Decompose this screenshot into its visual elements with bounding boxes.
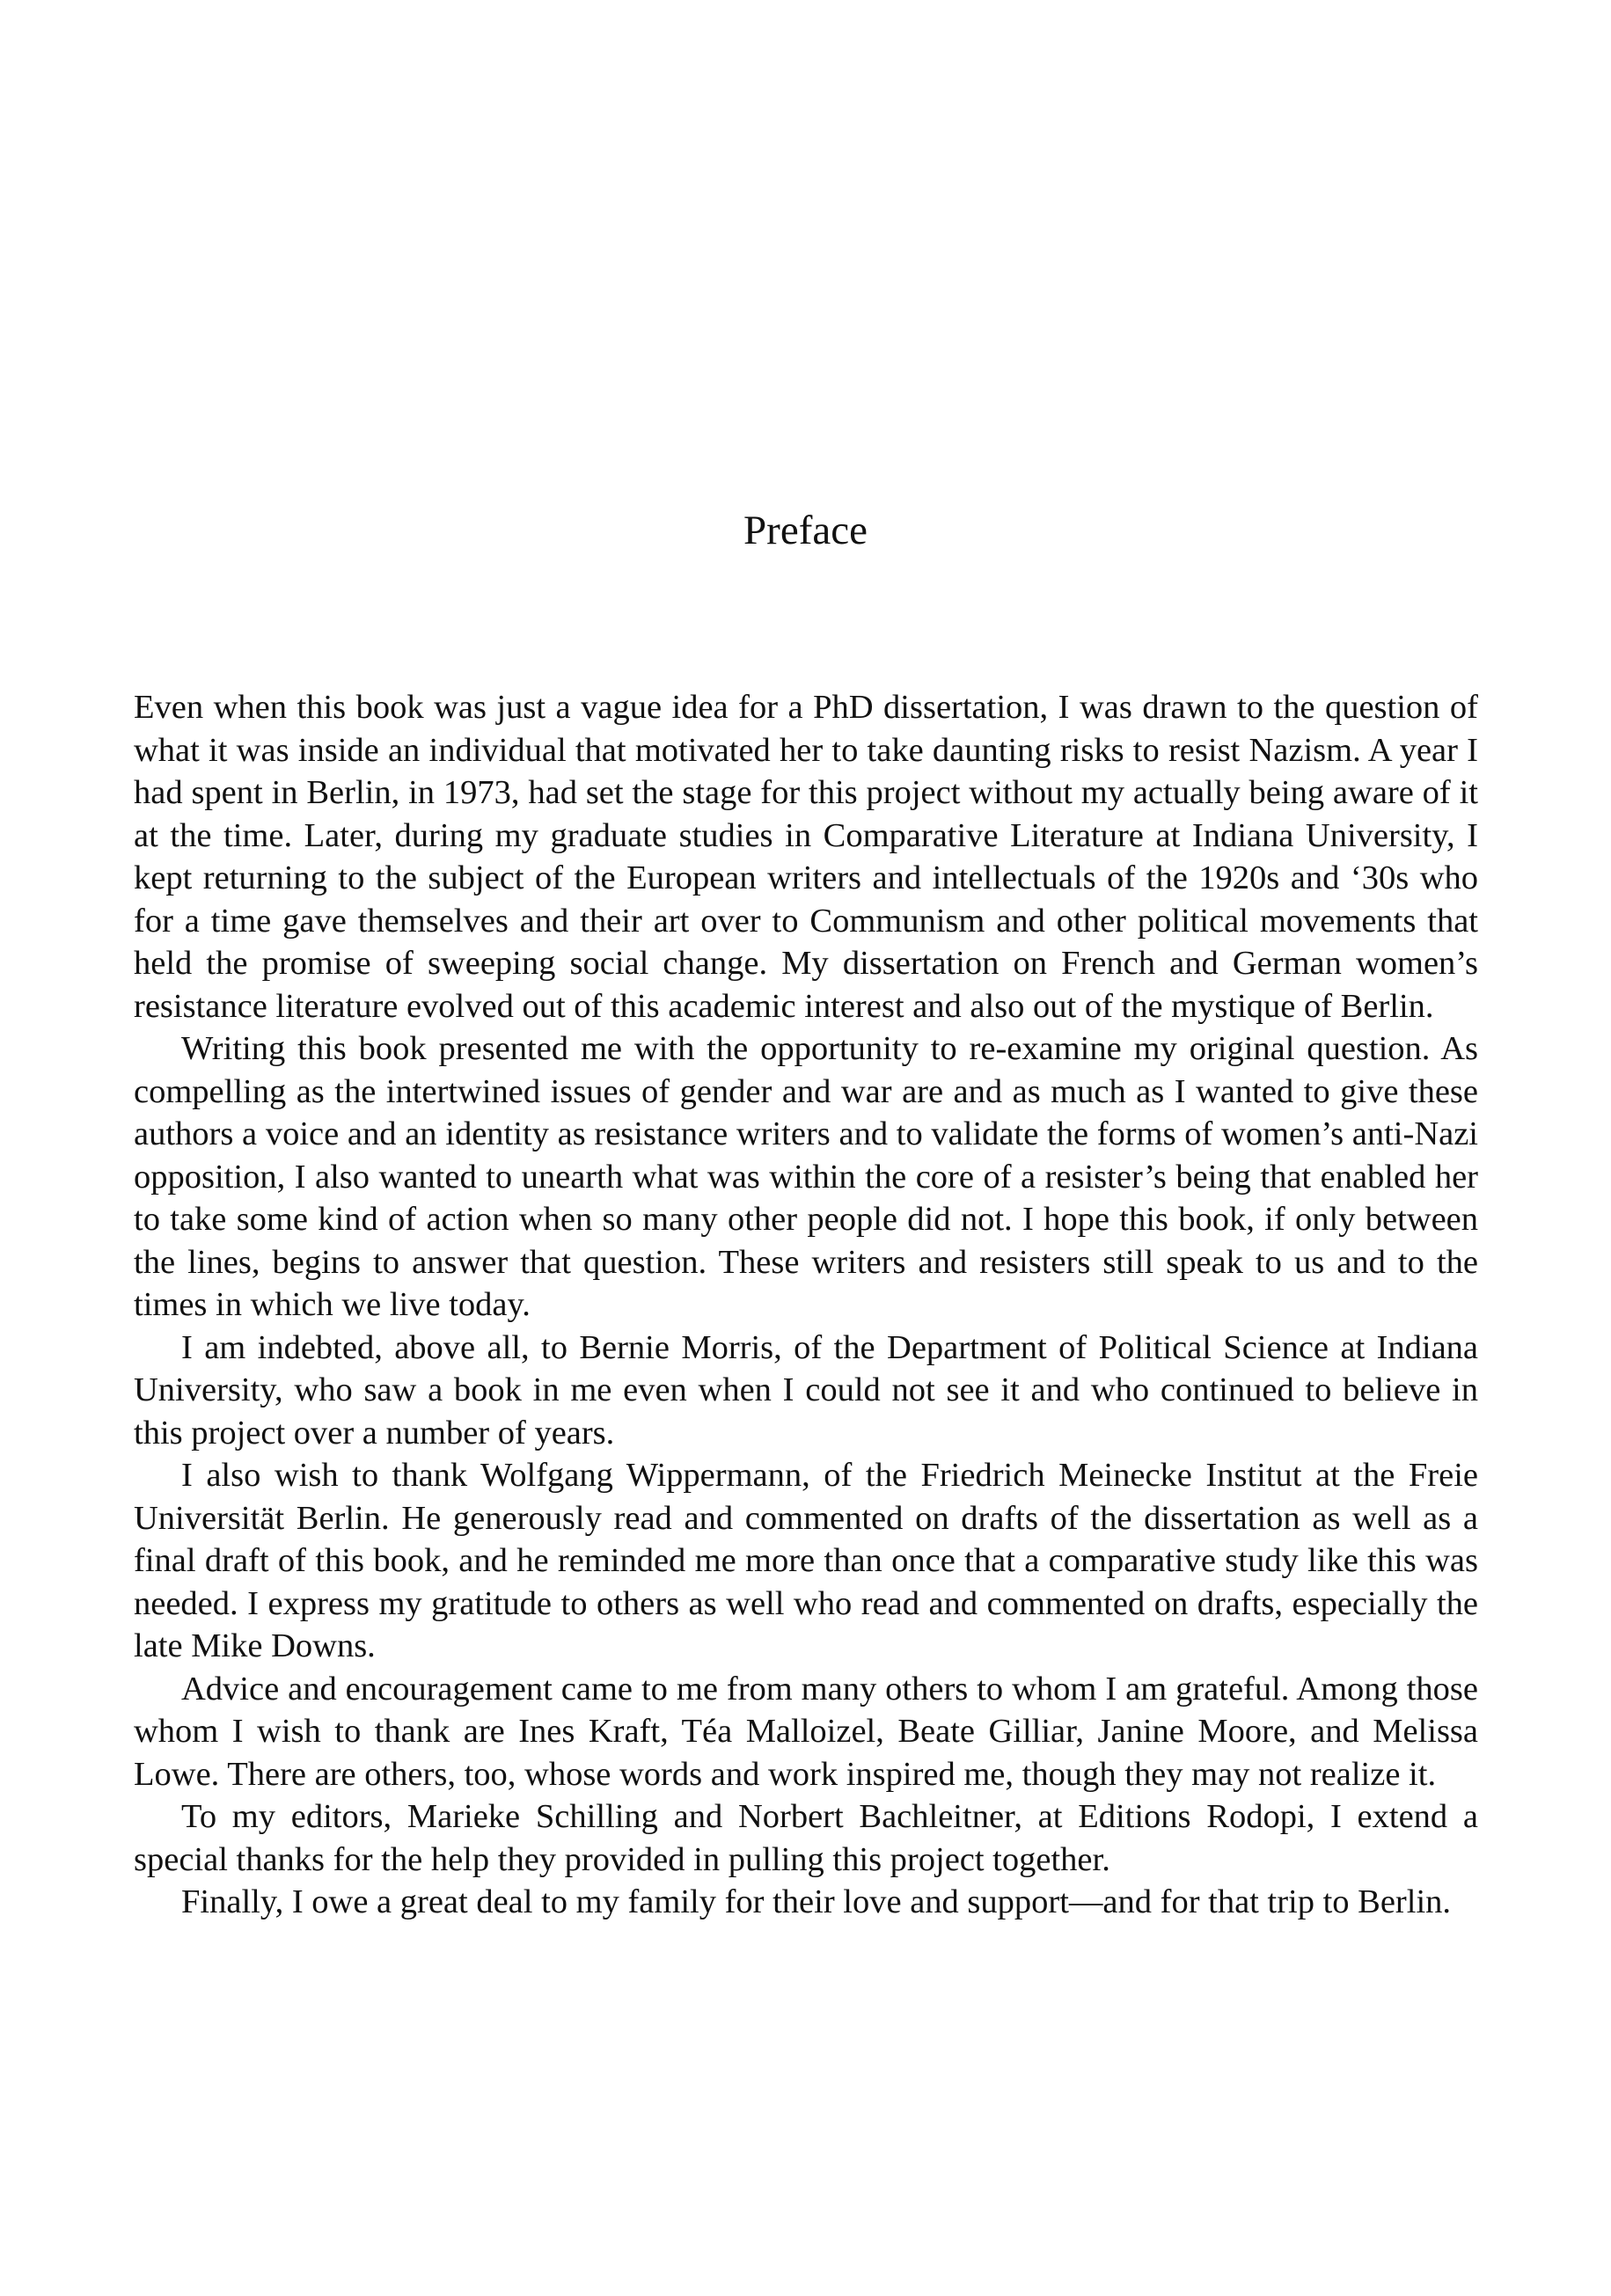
paragraph: I am indebted, above all, to Bernie Morris, of the Department of Political Science at Indiana University, who saw a book in me even when I could not see it and who continued to believe in this project over a number of years.: [134, 1328, 1478, 1451]
page-title: Preface: [743, 508, 868, 553]
paragraph: Advice and encouragement came to me from many others to whom I am grateful. Among those whom I wish to thank are Ines Kraft, Téa Malloizel, Beate Gilliar, Janine Moore, and Melissa Lowe. There are others, too, whose words and work inspired me, though they may not realize it.: [134, 1670, 1478, 1793]
paragraph: I also wish to thank Wolfgang Wippermann, of the Friedrich Meinecke Institut at the Freie Universität Berlin. He generously read and commented on drafts of the dissertation as well as a final draft of this book, and he reminded me more than once that a comparative study like this was needed. I express my gratitude to others as well who read and commented on drafts, especially the late Mike Downs.: [134, 1457, 1478, 1664]
paragraph: Finally, I owe a great deal to my family for their love and support—and for that trip to Berlin.: [181, 1883, 1452, 1920]
paragraph: Writing this book presented me with the opportunity to re-examine my original question. As compelling as the intertwined issues of gender and war are and as much as I wanted to give these authors a voice and an identity as resistance writers and to validate the forms of women’s anti-Nazi opposition, I also wanted to unearth what was within the core of a resister’s being that enabled her to take some kind of action when so many other people did not. I hope this book, if only between the lines, begins to answer that question. These writers and resisters still speak to us and to the times in which we live today.: [134, 1030, 1478, 1323]
paragraph: Even when this book was just a vague idea for a PhD dissertation, I was drawn to the question of what it was inside an individual that motivated her to take daunting risks to resist Nazism. A year I had spent in Berlin, in 1973, had set the stage for this project without my actually being aware of it at the time. Later, during my graduate studies in Comparative Literature at Indiana University, I kept returning to the subject of the European writers and intellectuals of the 1920s and ‘30s who for a time gave themselves and their art over to Communism and other political movements that held the promise of sweeping social change. My dissertation on French and German women’s resistance literature evolved out of this academic interest and also out of the mystique of Berlin.: [134, 689, 1478, 1025]
preface-body: [134, 686, 1478, 1924]
paragraph: To my editors, Marieke Schilling and Norbert Bachleitner, at Editions Rodopi, I extend a special thanks for the help they provided in pulling this project together.: [134, 1798, 1478, 1878]
